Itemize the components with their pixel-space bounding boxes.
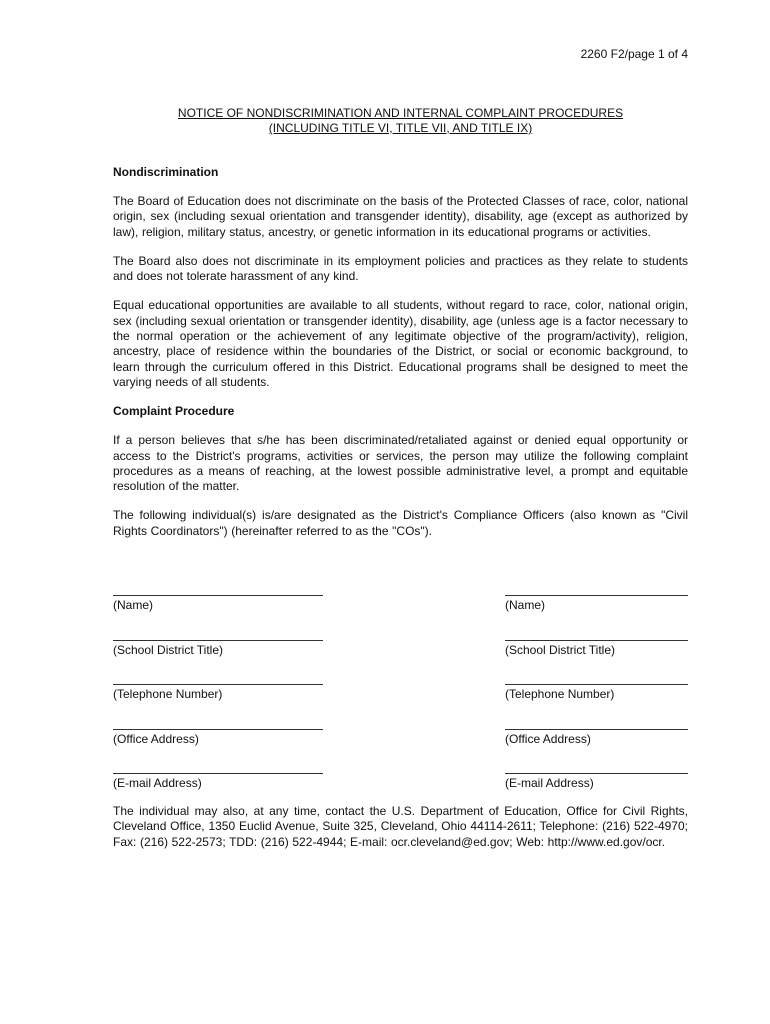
blank-line <box>113 718 323 730</box>
paragraph-ocr-contact: The individual may also, at any time, contact the U.S. Department of Education, Office for Civil Rights, Cleveland Office, 1350 Euclid Avenue, Suite 325, Cleveland, Ohio 44114-2611; Telephone: (216) 522-4970; Fax: (216) 522-2573; TDD: (216) 522-4944; E-mail: ocr.cleveland@ed.gov; Web: http://www.ed.gov/ocr. <box>113 804 688 849</box>
page-number-label: 2260 F2/page 1 of 4 <box>580 47 688 61</box>
blank-line <box>505 718 688 730</box>
phone-row <box>113 673 688 718</box>
office-row <box>113 718 688 763</box>
officer-2-phone-field[interactable] <box>505 673 688 702</box>
blank-line <box>113 762 323 774</box>
officer-1-office-field[interactable] <box>113 718 323 747</box>
title-line-2: (INCLUDING TITLE VI, TITLE VII, AND TITLE IX) <box>268 121 533 135</box>
field-label: (E-mail Address) <box>505 776 594 790</box>
main-content <box>113 165 688 553</box>
paragraph-employment: The Board also does not discriminate in its employment policies and practices as they relate to students and does not tolerate harassment of any kind. <box>113 253 688 284</box>
blank-line <box>113 673 323 685</box>
officer-2-title-field[interactable] <box>505 629 688 658</box>
nondiscrimination-heading: Nondiscrimination <box>113 165 219 179</box>
ocr-contact-section <box>113 804 688 864</box>
field-label: (School District Title) <box>505 642 616 657</box>
complaint-procedure-heading: Complaint Procedure <box>113 404 235 419</box>
officer-2-email-field[interactable] <box>505 762 688 791</box>
email-row <box>113 762 688 807</box>
field-label: (E-mail Address) <box>113 776 202 790</box>
officer-1-email-field[interactable] <box>113 762 323 791</box>
officer-1-name-field[interactable] <box>113 584 323 613</box>
paragraph-compliance-officers: The following individual(s) is/are designated as the District's Compliance Officers (also known as "Civil Rights Coordinators") (hereinafter referred to as the "COs"). <box>113 508 688 538</box>
blank-line <box>505 673 688 685</box>
field-label: (School District Title) <box>113 642 224 657</box>
field-label: (Telephone Number) <box>505 687 615 701</box>
blank-line <box>113 629 323 641</box>
field-label: (Office Address) <box>113 731 199 746</box>
name-row <box>113 584 688 629</box>
paragraph-equal-opportunity: Equal educational opportunities are available to all students, without regard to race, color, national origin, sex (including sexual orientation or transgender identity), disability, age (unless age is a factor necessary to the normal operation or the achievement of any legitimate objective of the program/activity), religion, ancestry, place of residence within the boundaries of the District, or social or economic background, to learn through the curriculum offered in this District. Educational programs shall be designed to meet the varying needs of all students. <box>113 298 688 389</box>
field-label: (Telephone Number) <box>113 687 223 701</box>
title-row <box>113 629 688 674</box>
officer-1-title-field[interactable] <box>113 629 323 658</box>
blank-line <box>505 762 688 774</box>
document-title <box>113 106 688 136</box>
field-label: (Name) <box>113 598 154 612</box>
blank-line <box>505 584 688 596</box>
compliance-officer-fields <box>113 584 688 807</box>
paragraph-complaint: If a person believes that s/he has been discriminated/retaliated against or denied equal opportunity or access to the District's programs, activities or services, the person may utilize the following complaint procedures as a means of reaching, at the lowest possible administrative level, a prompt and equitable resolution of the matter. <box>113 433 688 494</box>
field-label: (Name) <box>505 598 546 612</box>
officer-2-name-field[interactable] <box>505 584 688 613</box>
title-line-1: NOTICE OF NONDISCRIMINATION AND INTERNAL COMPLAINT PROCEDURES <box>177 106 624 120</box>
officer-1-phone-field[interactable] <box>113 673 323 702</box>
blank-line <box>113 584 323 596</box>
paragraph-protected-classes: The Board of Education does not discriminate on the basis of the Protected Classes of race, color, national origin, sex (including sexual orientation and transgender identity), disability, age (except as authorized by law), religion, military status, ancestry, or genetic information in its educational programs or activities. <box>113 194 688 239</box>
field-label: (Office Address) <box>505 731 591 746</box>
officer-2-office-field[interactable] <box>505 718 688 747</box>
blank-line <box>505 629 688 641</box>
